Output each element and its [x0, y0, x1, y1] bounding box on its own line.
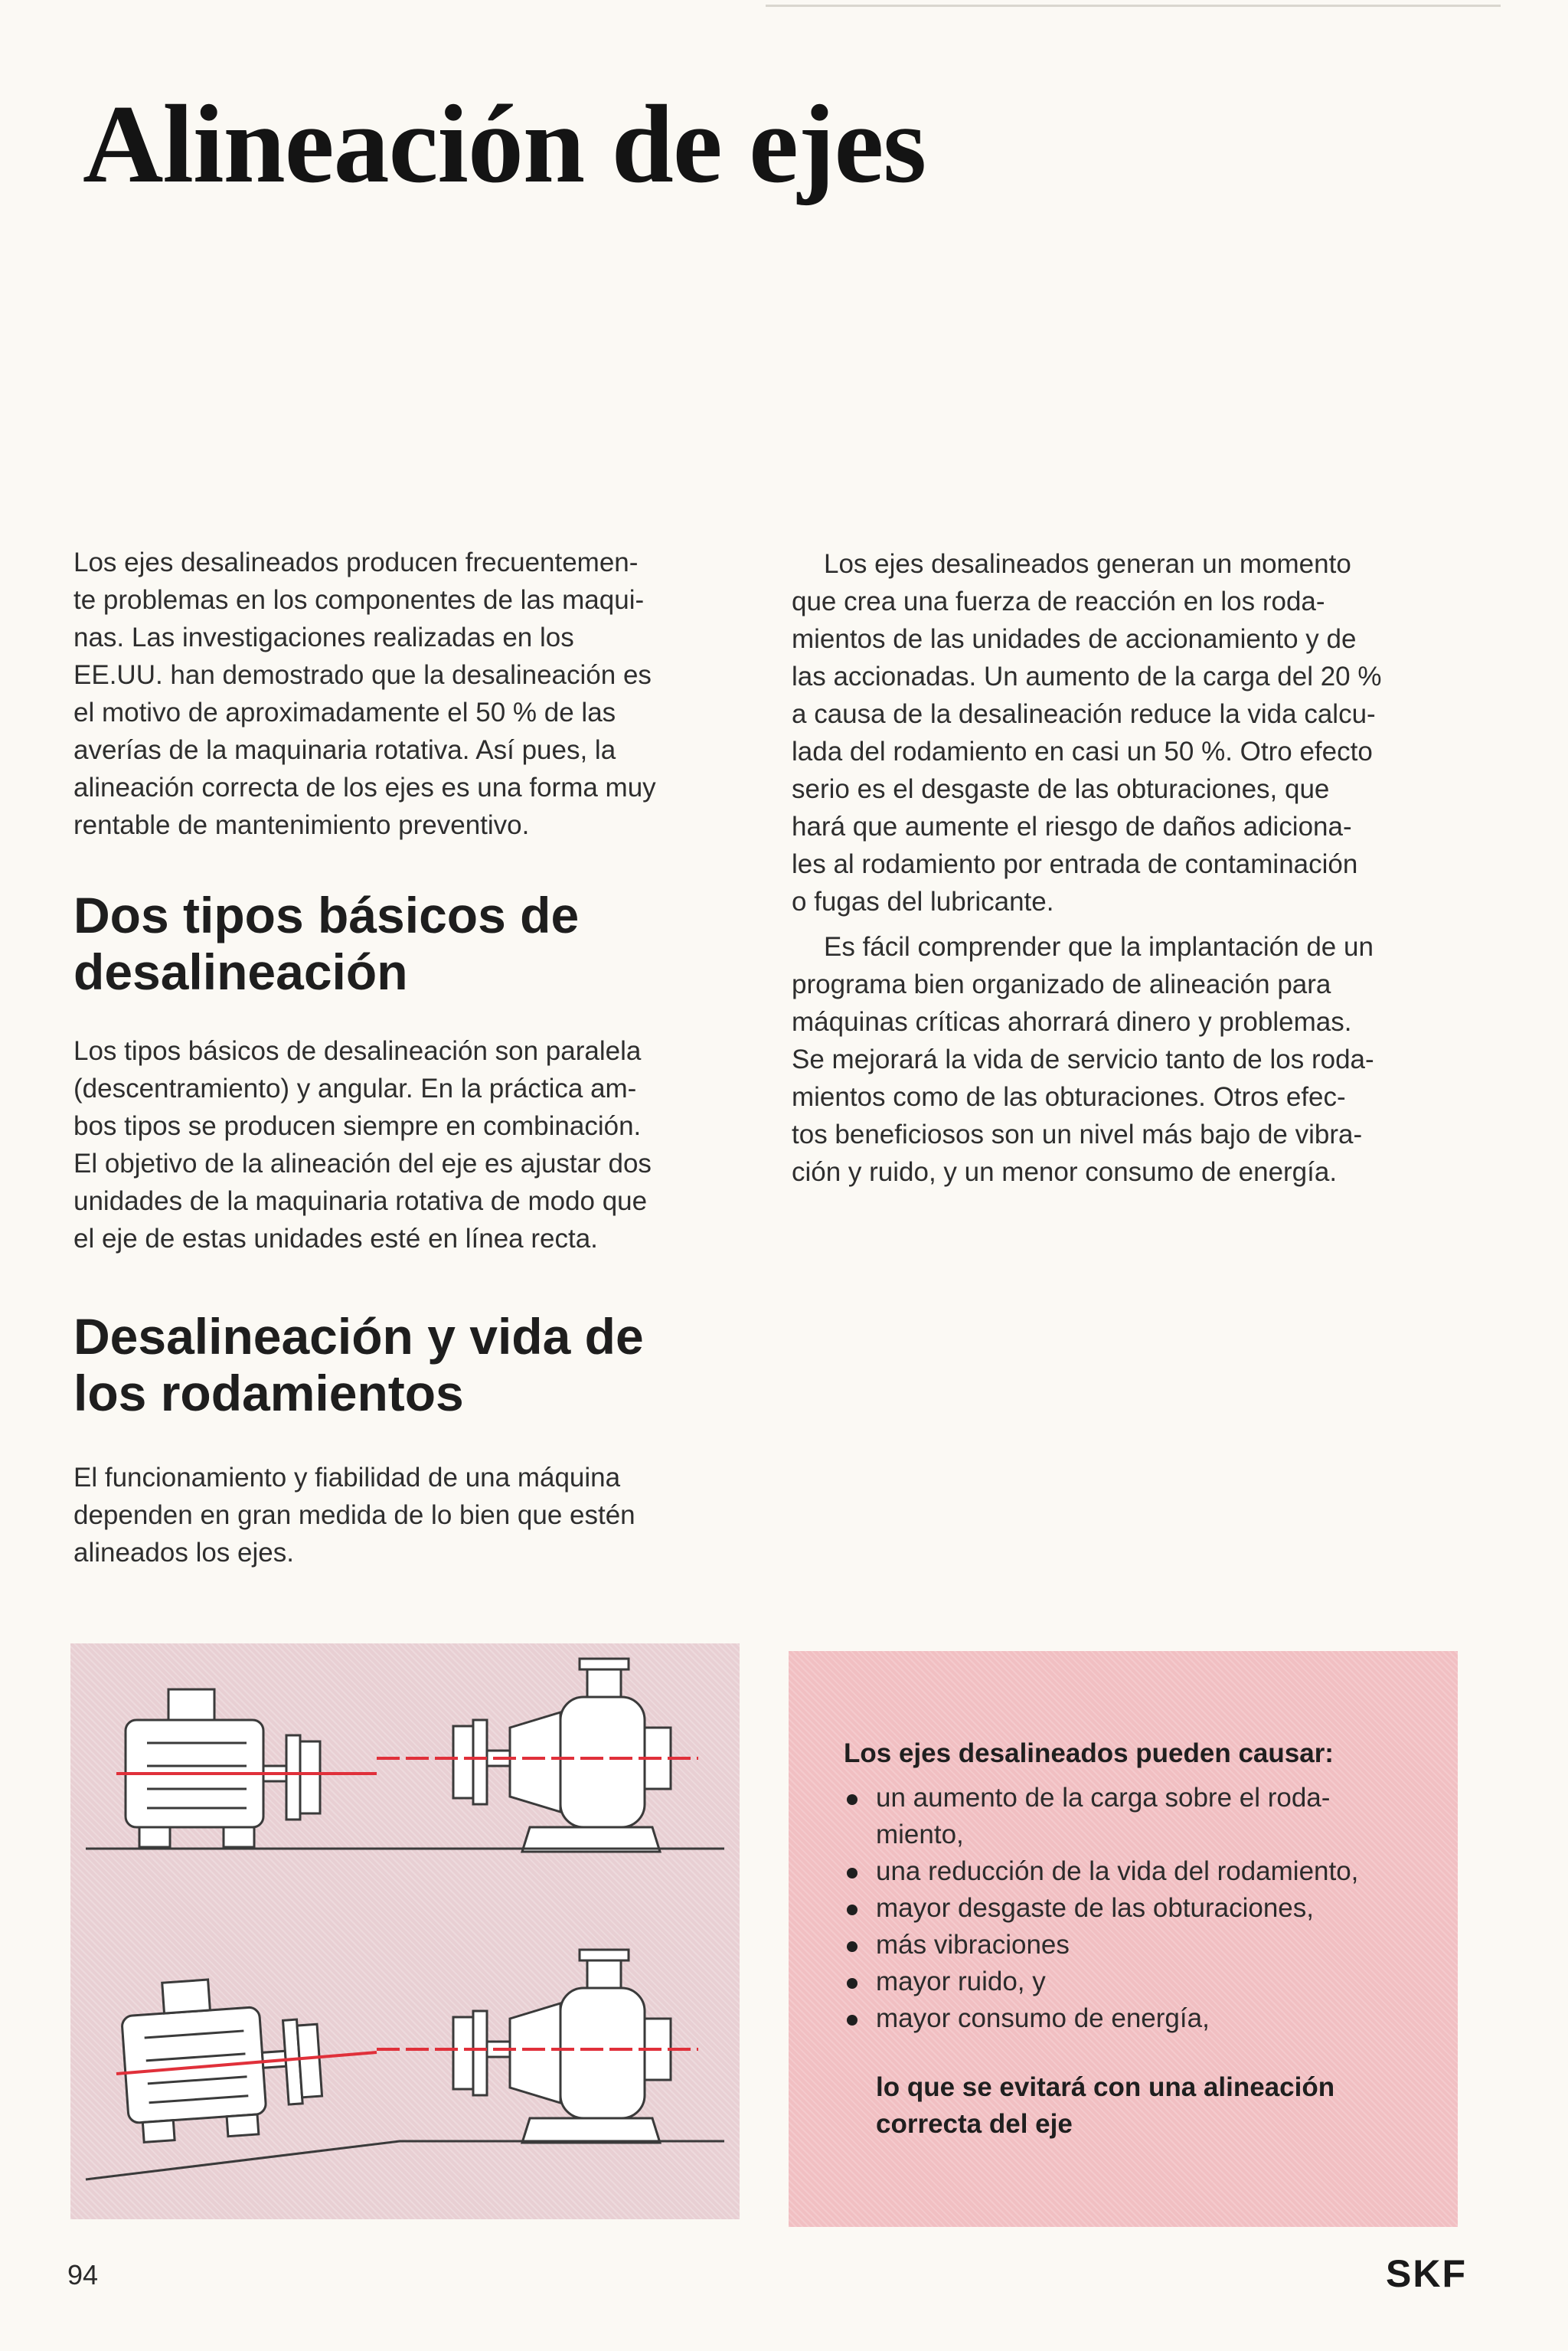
- skf-logo: SKF: [1386, 2252, 1467, 2295]
- text-line: Se mejorará la vida de servicio tanto de los roda-: [792, 1045, 1374, 1074]
- consequences-callout: [789, 1651, 1458, 2227]
- text-line: El funcionamiento y fiabilidad de una máquina: [74, 1463, 621, 1493]
- text-line: que crea una fuerza de reacción en los roda-: [792, 587, 1325, 616]
- text-line: El objetivo de la alineación del eje es ajustar dos: [74, 1149, 652, 1179]
- pump-outlet: [587, 1666, 621, 1697]
- program-paragraph: [792, 928, 1465, 1191]
- list-item-line: mayor consumo de energía,: [876, 2003, 1210, 2033]
- text-line: el motivo de aproximadamente el 50 % de las: [74, 698, 616, 728]
- section-heading-vida: [74, 1308, 747, 1421]
- misalignment-illustration: [70, 1643, 740, 2219]
- text-line: las accionadas. Un aumento de la carga del 20 %: [792, 662, 1382, 692]
- list-item-line: una reducción de la vida del rodamiento,: [876, 1856, 1359, 1886]
- tipos-paragraph: [74, 1032, 747, 1257]
- text-line: Los ejes desalineados producen frecuentemen-: [74, 548, 639, 577]
- list-item-line: mayor desgaste de las obturaciones,: [876, 1893, 1314, 1923]
- text-line: Es fácil comprender que la implantación de un: [824, 932, 1374, 962]
- motor-terminal-box: [168, 1689, 214, 1720]
- moment-paragraph: [792, 545, 1465, 920]
- parallel-misalignment-panel: [126, 1659, 671, 1852]
- callout-title: Los ejes desalineados pueden causar:: [844, 1738, 1334, 1768]
- motor-terminal-box: [162, 1980, 211, 2013]
- list-item: [844, 1927, 1441, 1964]
- pump-coupling-half: [473, 1720, 487, 1804]
- list-item-line: mayor ruido, y: [876, 1967, 1046, 1996]
- text-line: te problemas en los componentes de las maqui-: [74, 585, 645, 615]
- top-rule: [766, 5, 1501, 7]
- pump-casing: [560, 1697, 645, 1827]
- text-line: o fugas del lubricante.: [792, 887, 1054, 917]
- text-line: bos tipos se producen siempre en combinación.: [74, 1111, 642, 1141]
- motor-coupling-half: [286, 1735, 300, 1820]
- text-line: tos beneficiosos son un nivel más bajo de vibra-: [792, 1120, 1363, 1149]
- text-line: averías de la maquinaria rotativa. Así pues, la: [74, 735, 616, 765]
- consequences-list: [844, 1780, 1441, 2037]
- list-item: [844, 1853, 1441, 1890]
- heading-line: Desalineación y vida de: [74, 1308, 644, 1365]
- list-item: [844, 1890, 1441, 1927]
- misalignment-figure: [70, 1643, 740, 2219]
- intro-paragraph: [74, 544, 747, 844]
- page-number: 94: [67, 2259, 99, 2291]
- text-line: alineación correcta de los ejes es una forma muy: [74, 773, 656, 803]
- text-line: hará que aumente el riesgo de daños adiciona-: [792, 812, 1352, 842]
- heading-line: desalineación: [74, 943, 408, 1000]
- heading-line: Dos tipos básicos de: [74, 887, 580, 943]
- callout-conclusion: [876, 2069, 1442, 2143]
- page-title: Alineación de ejes: [83, 82, 926, 206]
- motor-body: [122, 2006, 266, 2123]
- text-line: serio es el desgaste de las obturaciones, que: [792, 774, 1330, 804]
- text-line: mientos de las unidades de accionamiento y de: [792, 624, 1357, 654]
- text-line: nas. Las investigaciones realizadas en los: [74, 623, 574, 652]
- list-item: [844, 1780, 1441, 1853]
- heading-line: los rodamientos: [74, 1365, 464, 1421]
- list-item: [844, 1964, 1441, 2000]
- text-line: rentable de mantenimiento preventivo.: [74, 810, 530, 840]
- text-line: máquinas críticas ahorrará dinero y problemas.: [792, 1007, 1352, 1037]
- vida-paragraph: [74, 1459, 747, 1571]
- list-item: [844, 2000, 1441, 2037]
- text-line: alineados los ejes.: [74, 1538, 294, 1568]
- pump-bearing-housing: [510, 1712, 560, 1812]
- text-line: les al rodamiento por entrada de contaminación: [792, 849, 1358, 879]
- text-line: a causa de la desalineación reduce la vida calcu-: [792, 699, 1376, 729]
- text-line: Los ejes desalineados generan un momento: [824, 549, 1351, 579]
- conclusion-line: correcta del eje: [876, 2109, 1073, 2139]
- text-line: lada del rodamiento en casi un 50 %. Otro efecto: [792, 737, 1373, 767]
- text-line: EE.UU. han demostrado que la desalineación es: [74, 660, 652, 690]
- text-line: ción y ruido, y un menor consumo de energía.: [792, 1157, 1338, 1187]
- text-line: (descentramiento) y angular. En la práctica am-: [74, 1074, 637, 1104]
- list-item-line: miento,: [876, 1820, 964, 1849]
- conclusion-line: lo que se evitará con una alineación: [876, 2072, 1335, 2102]
- list-item-line: un aumento de la carga sobre el roda-: [876, 1783, 1331, 1813]
- section-heading-tipos: [74, 887, 747, 1000]
- text-line: programa bien organizado de alineación para: [792, 970, 1331, 999]
- text-line: unidades de la maquinaria rotativa de modo que: [74, 1186, 648, 1216]
- list-item-line: más vibraciones: [876, 1930, 1070, 1960]
- text-line: dependen en gran medida de lo bien que estén: [74, 1500, 635, 1530]
- text-line: el eje de estas unidades esté en línea recta.: [74, 1224, 598, 1254]
- text-line: Los tipos básicos de desalineación son paralela: [74, 1036, 642, 1066]
- text-line: mientos como de las obturaciones. Otros efec-: [792, 1082, 1346, 1112]
- angular-misalignment-panel: [119, 1950, 671, 2143]
